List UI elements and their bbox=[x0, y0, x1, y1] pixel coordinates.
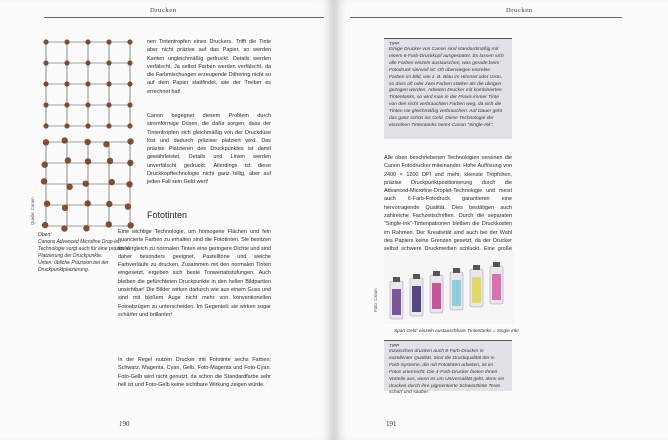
body-paragraph-1: nen Tintentropfen eines Druckers. Trifft die Tinte aber nicht präzise auf das Papier, so werden Kanten ungleichmäßig gedruckt. Details werden verfälscht. Ja selbst Farben werden verfälscht, da die Farbmischungen erzeugende Dithering nicht so auf dem Papier stattfindet, wie der Treiber es errechnet hat! bbox=[147, 39, 271, 95]
ink-dot bbox=[85, 123, 90, 128]
ink-dot bbox=[66, 184, 72, 190]
ink-dot bbox=[41, 178, 47, 184]
tip-text: Einige Drucker von Canon sind standardmäßig mit einem 6-Farb-Druckkopf ausgestattet. Es lassen sich alle Farben einzeln austauschen, was gerade beim Fotodruck sinnvoll ist: Oft überwiegen einzelne Farben im Bild, wie z. B. Blau im Himmel oder Grün, so dass oft oder zwei Farben stärker als die übrigen gezogen werden. Arbeiten Drucker mit kombinierten Tintentanks, so wird man in der Praxis immer Tinte von den nicht verbrauchten Farben weg, da sich die Tinten nie gleichmäßig verbrauchen. Auf Dauer geht das ganz schön ins Geld. Diese Technologie der einzelnen Tintentanks nennt Canon "Single-Ink". bbox=[389, 47, 504, 128]
ink-cartridge bbox=[410, 274, 423, 316]
ink-dot bbox=[127, 138, 133, 144]
page-number: 190 bbox=[119, 420, 130, 428]
ink-dot bbox=[64, 123, 69, 128]
body-paragraph-4: In der Regel nutzen Drucker mit Fototinte sechs Farben: Schwarz, Magenta, Cyan, Gelb, Foto-Magenta und Foto-Cyan. Foto-Gelb wird nicht genutzt, da schon die Standardfarbe sehr hell ist und Foto-Gelb keine sichtbare Wirkung zeigen würde. bbox=[118, 357, 271, 388]
ink-dot bbox=[85, 39, 90, 44]
ink-dot bbox=[103, 141, 109, 147]
ink-dot bbox=[43, 39, 48, 44]
ink-dot bbox=[83, 225, 89, 231]
ink-dot bbox=[106, 81, 111, 86]
ink-dot bbox=[84, 139, 90, 145]
ink-dot bbox=[84, 200, 90, 206]
ink-dot bbox=[65, 157, 71, 163]
ink-dot bbox=[64, 81, 69, 86]
header-rule bbox=[350, 17, 622, 18]
body-paragraph: Alle oben beschriebenen Technologien vereinen die Canon Fotodrucker miteinander. Hohe Auflösung von 2400 × 1200 DPI und mehr, kleinste Tröpfchen, präzise Druckpunktpositionierung durch die Advanced-Microfine-Droplet-Technologie und meist auch 6-Farb-Fotodruck garantieren eine hervorragende Qualität. Dies bestätigen auch zahlreiche Fachzeitschriften. Durch die separaten "Single-Ink"-Tintenpatronen bleiben die Druckkosten im Rahmen. Der Kreativität sind auch bei der Wahl des Papiers keine Grenzen gesetzt, da der Drucker selbst schwere Druckmedien schluckt. Eine große bbox=[384, 155, 512, 253]
ink-dot bbox=[62, 205, 68, 211]
ink-dot bbox=[106, 39, 111, 44]
tip-box-1 bbox=[384, 38, 512, 139]
running-head: Drucken bbox=[150, 7, 177, 14]
photo-credit: Foto: Canon bbox=[373, 288, 378, 312]
ink-dot bbox=[85, 102, 90, 107]
ink-dot bbox=[106, 60, 111, 65]
ink-dot bbox=[85, 81, 90, 86]
ink-dot bbox=[61, 137, 67, 143]
ink-dot bbox=[43, 102, 48, 107]
ink-dot bbox=[106, 123, 111, 128]
tip-text: Inzwischen drucken auch 8-Farb-Drucker in exzellenter Qualität. Sind die Druckqualität der 6-Farb-Systeme, die mit Fototinten arbeiten, ist im Fotos unerreicht. Die 4-Farb-Drucker bieten Ihnen Vorteile aus, wenn es um Universalität geht, denn sie drucken durch ihre pigmentierte Schwarztinte Texte scharf und sauber. bbox=[389, 349, 505, 396]
ink-dot bbox=[127, 39, 132, 44]
running-head: Drucken bbox=[506, 7, 533, 14]
ink-dot bbox=[85, 60, 90, 65]
ink-dot bbox=[64, 60, 69, 65]
ink-dot bbox=[42, 222, 48, 228]
ink-dot bbox=[106, 102, 111, 107]
ink-dot bbox=[64, 102, 69, 107]
ink-cartridge bbox=[490, 262, 503, 304]
right-page bbox=[334, 0, 668, 440]
ink-dot bbox=[106, 201, 112, 207]
ink-cartridge bbox=[450, 268, 463, 310]
ink-dot bbox=[44, 200, 50, 206]
ink-dot bbox=[127, 160, 133, 166]
section-heading: Fototinten bbox=[147, 210, 188, 220]
ink-dot bbox=[126, 181, 132, 187]
ink-dot bbox=[43, 81, 48, 86]
ink-dot bbox=[64, 39, 69, 44]
ink-dot bbox=[43, 60, 48, 65]
dot-grid-precise bbox=[40, 36, 136, 132]
ink-dot bbox=[127, 102, 132, 107]
ink-dot bbox=[85, 158, 91, 164]
ink-dot bbox=[43, 139, 49, 145]
ink-dot bbox=[83, 180, 89, 186]
page-number: 191 bbox=[386, 420, 397, 428]
ink-cartridge bbox=[430, 271, 443, 313]
ink-dot bbox=[107, 158, 113, 164]
figure-caption: Spart Geld: einzeln austauschbare Tintentanks = Single Ink! bbox=[394, 328, 519, 333]
ink-dot bbox=[106, 221, 112, 227]
tip-box-2 bbox=[384, 340, 512, 396]
body-paragraph-3: Eine wichtige Technologie, um homogene Flächen und fein nuancierte Farben zu erhalten sind die Fototinten. Sie besitzen im Vergleich zu normalen Tinten eine geringere Dichte und sind daher besonders geeignet, Pastelltöne und weiche Farbverläufe zu drucken. Zusammen mit den normalen Tinten eingesetzt, ergeben sich beste Tonwertabstufungen. Auch bleiben die gefürchteten Druckpunkte in den hellen Bildpartien unsichtbar! Die Bilder wirken dadurch wie aus einem Guss und sind mit bloßem Auge nicht mehr von konventionellen Fotoabzügen zu unterscheiden. Im Gegenteil: sie wirken sogar schärfer und brillanter! bbox=[118, 229, 271, 318]
ink-dot bbox=[61, 225, 67, 231]
ink-dot bbox=[127, 81, 132, 86]
figure-caption: Oben: Canons Advanced Microfine Drop-let-Technologie sorgt auch für eine präzisere Platzierung der Druckpunkte. Unten: übliche Präzision bei der Druckpunktplatzierung. bbox=[38, 232, 130, 273]
header-rule bbox=[44, 17, 324, 18]
ink-dot bbox=[127, 60, 132, 65]
ink-dot bbox=[43, 123, 48, 128]
ink-cartridge bbox=[390, 277, 403, 319]
tip-label: TIPP bbox=[389, 343, 400, 348]
body-paragraph-2: Canon begegnet diesem Problem durch stromförmige Düsen, die dafür sorgen, dass der Tintentropfen sich gleichmäßig von der Druckdüse löst und dadurch präziser platziert wird. Das präzise Platzieren des Druckpunktes ist damit gewährleistet, Details und Linien werden unverfälscht gedruckt. Allerdings ist diese Druckkopftechnologie nicht ganz billig, aber auf jeden Fall sein Geld wert! bbox=[147, 113, 271, 186]
photo-credit: Quelle: Canon bbox=[30, 197, 35, 225]
ink-dot bbox=[127, 123, 132, 128]
dot-grid-scattered bbox=[40, 136, 136, 232]
ink-dot bbox=[109, 179, 115, 185]
ink-dot bbox=[125, 203, 131, 209]
ink-dot bbox=[42, 161, 48, 167]
ink-cartridge bbox=[470, 265, 483, 307]
ink-cartridges-photo bbox=[384, 252, 514, 324]
tip-label: TIPP bbox=[389, 41, 400, 46]
